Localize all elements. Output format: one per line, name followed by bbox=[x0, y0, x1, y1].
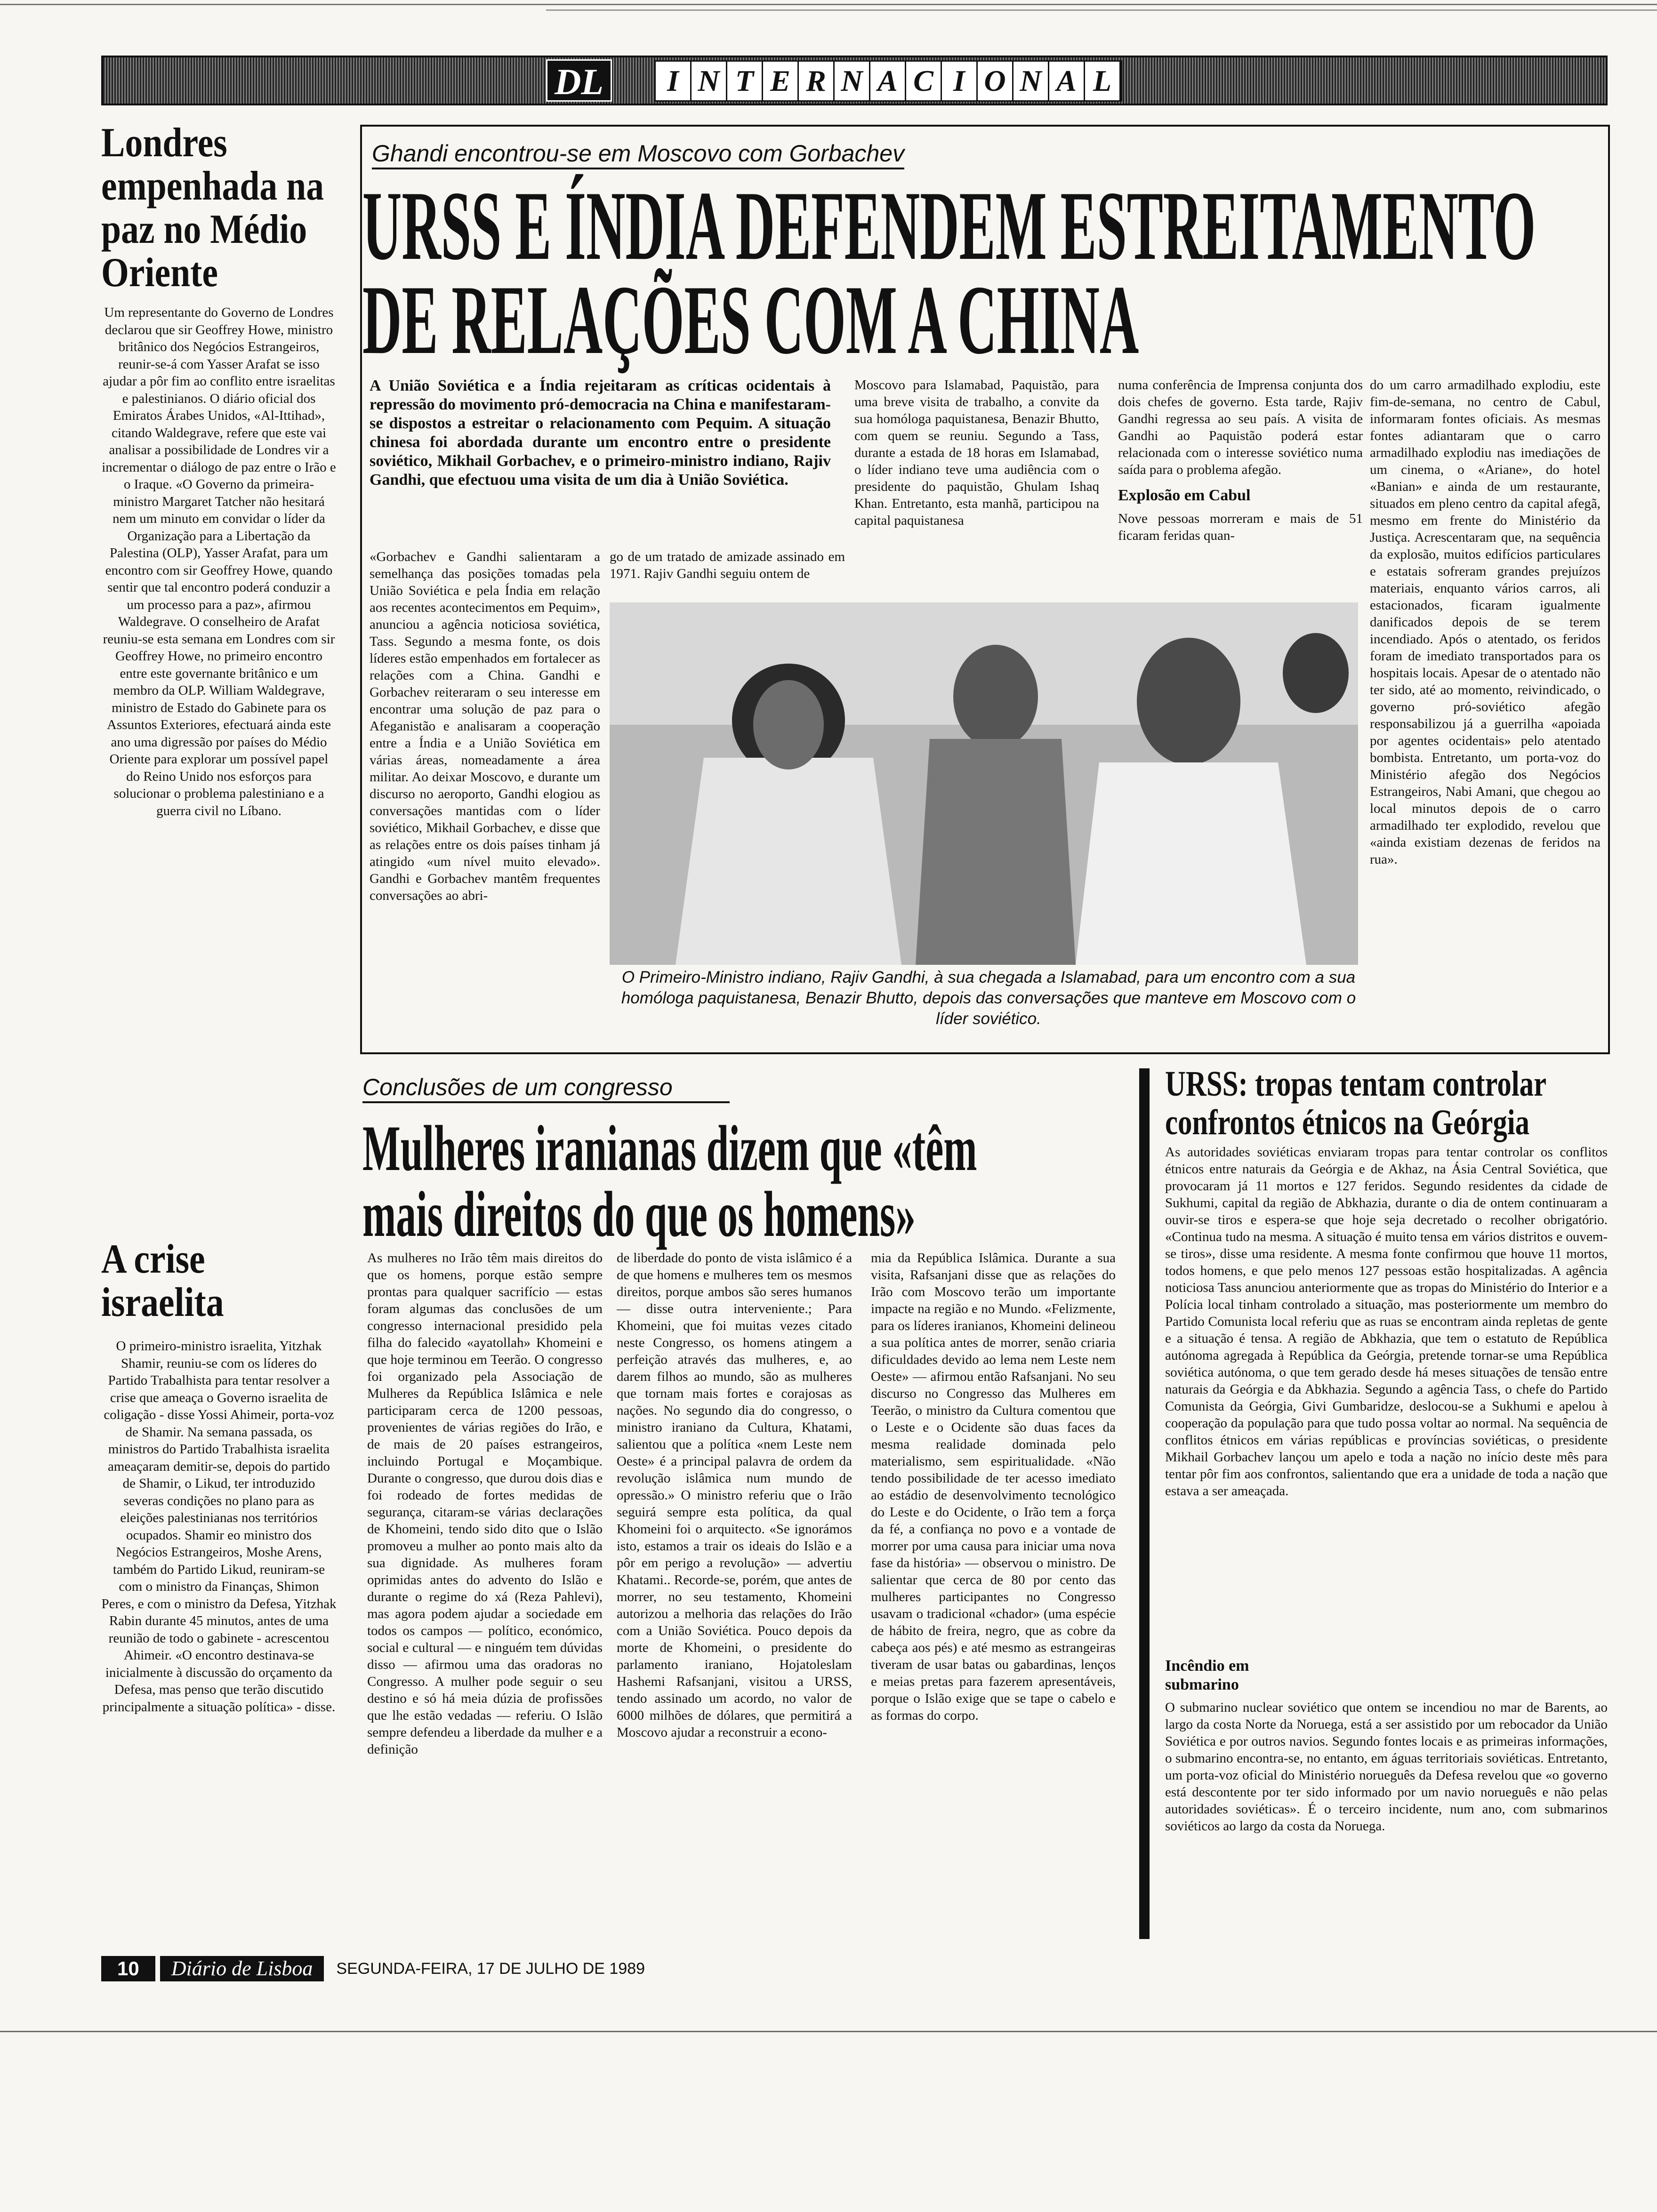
sidebar-london bbox=[101, 121, 337, 819]
section-letter: I bbox=[942, 62, 978, 100]
israel-body: O primeiro-ministro israelita, Yitzhak Shamir, reuniu-se com os líderes do Partido Trabalhista para tentar resolver a crise que ameaça o Governo israelita de coligação - disse Yossi Ahimeir, porta-voz de Shamir. Na semana passada, os ministros do Partido Trabalhista israelita ameaçaram demitir-se, depois do partido de Shamir, o Likud, ter introduzido severas condições no plano para as eleições palestinianas nos territórios ocupados. Shamir eo ministro dos Negócios Estrangeiros, Moshe Arens, também do Partido Likud, reuniram-se com o ministro da Finanças, Shimon Peres, e com o ministro da Defesa, Yitzhak Rabin durante 45 minutos, antes de uma reunião de todo o gabinete - acrescentou Ahimeir. «O encontro destinava-se inicialmente à discussão do orçamento da Defesa, mas penso que terão discutido principalmente a situação política» - disse. bbox=[101, 1338, 337, 1715]
column-rule bbox=[1139, 1068, 1150, 1939]
india-col-3: Moscovo para Islamabad, Paquistão, para uma breve visita de trabalho, a convite da sua homóloga paquistanesa, Benazir Bhutto, com quem se reuniu. Segundo a Tass, durante a estada de 18 horas em Islamabad, o líder indiano teve uma audiência com o presidente do paquistão, Ghulam Ishaq Khan. Entretanto, esta manhã, participou na capital paquistanesa bbox=[854, 377, 1099, 528]
scan-edge bbox=[0, 2031, 1657, 2032]
page-number: 10 bbox=[101, 1956, 155, 1981]
georgia-body: As autoridades soviéticas enviaram tropas para tentar controlar os conflitos étnicos entre naturais da Geórgia e de Akhaz, na Ásia Central Soviética, que provocaram já 11 mortos e 127 feridos. Segundo residentes da cidade de Sukhumi, capital da região de Abkhazia, durante o dia de ontem continuaram a ouvir-se tiros e espera-se que hoje seja decretado o recolher obrigatório. «Continua tudo na mesma. A situação é muito tensa em vários distritos e ouvem-se tiros», disse uma residente. A mesma fonte confirmou que houve 11 mortos, todos homens, e que pelo menos 127 pessoas estão hospitalizadas. A agência noticiosa Tass anunciou anteriormente que as tropas do Ministério do Interior e a Polícia local tinham controlado a situação, mas posteriormente um membro do Partido Comunista local referiu que as ruas se encontram ainda repletas de gente e a situação é tensa. A região de Abkhazia, que tem o estatuto de República autónoma agregada à República da Geórgia, pretende tornar-se uma República soviética autónoma, o que tem gerado desde há meses situações de tensão entre naturais da Geórgia e da Abkhazia. Segundo a agência Tass, o chefe do Partido Comunista da Geórgia, Givi Gumbaridze, deslocou-se a Sukhumi e apelou à cooperação da população para que tudo possa voltar ao normal. Na sequência de conflitos étnicos em várias repúblicas e províncias soviéticas, o presidente Mikhail Gorbachev lançou um apelo e toda a nação no início deste mês para tentar pôr fim aos confrontos, salientando que era a unidade de toda a nação que estava a ser ameaçada. bbox=[1165, 1145, 1608, 1499]
india-col-4-text: numa conferência de Imprensa conjunta dos dois chefes de governo. Esta tarde, Rajiv Gandhi regressa ao seu país. A visita de Gandhi ao Paquistão poderá estar relacionada com o interesse soviético numa saída para o problema afegão. bbox=[1118, 377, 1363, 477]
london-headline: Londres empenhada na paz no Médio Oriente bbox=[101, 120, 324, 296]
section-letter: O bbox=[978, 62, 1014, 100]
iran-col-2: de liberdade do ponto de vista islâmico é a de que homens e mulheres tem os mesmos direitos, porque ambos são seres humanos — disse outra interveniente.; Para Khomeini, que foi muitas vezes citado neste Congresso, os homens atingem a perfeição através das mulheres, e, ao darem filhos ao mundo, são as mulheres que tornam mais fortes e corajosas as nações. No segundo dia do congresso, o ministro iraniano da Cultura, Khatami, salientou que a política «nem Leste nem Oeste» é a principal palavra de ordem da revolução islâmica num mundo de opressão.» O ministro referiu que o Irão seguirá sempre esta política, da qual Khomeini foi o arquitecto. «Se ignorámos isto, estamos a trair os ideais do Islão e a pôr em perigo a revolução» — advertiu Khatami.. Recorde-se, porém, que antes de morrer, no seu testamento, Khomeini autorizou a melhoria das relações do Irão com a União Soviética. Pouco depois da morte de Khomeini, o presidente do parlamento iraniano, Hojatoleslam Hashemi Rafsanjani, visitou a URSS, tendo assinado um acordo, no valor de 6000 milhões de dólares, que permitirá a Moscovo ajudar a reconstruir a econo- bbox=[617, 1250, 852, 1740]
scan-edge bbox=[546, 9, 1657, 11]
india-headline-2: DE RELAÇÕES COM A CHINA bbox=[362, 265, 1139, 375]
india-headline-1: URSS E ÍNDIA DEFENDEM ESTREITAMENTO bbox=[362, 171, 1536, 281]
gandhi-bhutto-photo bbox=[610, 602, 1358, 965]
india-col-4 bbox=[1118, 377, 1363, 593]
london-body: Um representante do Governo de Londres declarou que sir Geoffrey Howe, ministro britânico dos Negócios Estrangeiros, reunir-se-á com Yasser Arafat se isso ajudar a pôr fim ao conflito entre israelitas e palestinianos. O diário oficial dos Emiratos Árabes Unidos, «Al-Ittihad», citando Waldegrave, refere que este vai analisar a possibilidade de Londres vir a incrementar o diálogo de paz entre o Irão e o Iraque. «O Governo da primeira-ministro Margaret Tatcher não hesitará nem um minuto em convidar o líder da Organização para a Libertação da Palestina (OLP), Yasser Arafat, para um encontro com sir Geoffrey Howe, quando sentir que tal encontro poderá conduzir a um processo para a paz», afirmou Waldegrave. O conselheiro de Arafat reuniu-se esta semana em Londres com sir Geoffrey Howe, no primeiro encontro entre este governante britânico e um membro da OLP. William Waldegrave, ministro de Estado do Gabinete para os Assuntos Exteriores, efectuará ainda este ano uma digressão por países do Médio Oriente para explorar um possível papel do Reino Unido nos esforços para solucionar o problema palestiniano e a guerra civil no Líbano. bbox=[102, 305, 336, 818]
india-col-1: «Gorbachev e Gandhi salientaram a semelhança das posições tomadas pela União Soviética e pela Índia em relação aos recentes acontecimentos em Pequim», anunciou a agência noticiosa soviética, Tass. Segundo a mesma fonte, os dois líderes estão empenhados em fortalecer as relações com a China. Gandhi e Gorbachev reiteraram o seu interesse em encontrar uma solução de paz para o Afeganistão e analisaram a cooperação entre a Índia e a União Soviética em várias áreas, nomeadamente a área militar. Ao deixar Moscovo, e durante um discurso no aeroporto, Gandhi elogiou as conversações mantidas com o líder soviético, Mikhail Gorbachev, e disse que as relações entre os dois países tinham já atingido «um nível muito elevado». Gandhi e Gorbachev mantêm frequentes conversações ao abri- bbox=[370, 549, 600, 903]
photo-illustration bbox=[610, 602, 1358, 965]
iran-headline-1: Mulheres iranianas dizem que «têm bbox=[362, 1112, 977, 1184]
section-letter: N bbox=[1014, 62, 1049, 100]
submarine-subhead: Incêndio em submarino bbox=[1165, 1657, 1249, 1693]
iran-col-3: mia da República Islâmica. Durante a sua visita, Rafsanjani disse que as relações do Irão com Moscovo terão um importante impacte na região e no Mundo. «Felizmente, para os líderes iranianos, Khomeini delineou a sua política antes de morrer, senão criaria dificuldades devido ao lema nem Leste nem Oeste» — afirmou então Rafsanjani. No seu discurso no Congresso das Mulheres em Teerão, o ministro da Cultura comentou que o Leste e o Ocidente são duas faces da mesma realidade dominada pelo materialismo, sem espiritualidade. «Não tendo possibilidade de ter acesso imediato ao estádio de desenvolvimento tecnológico do Leste e do Ocidente, o Irão tem a força da fé, a confiança no povo e a vontade de morrer por uma causa para iniciar uma nova fase da história» — observou o ministro. De salientar que cerca de 80 por cento das mulheres participantes no Congresso usavam o tradicional «chador» (uma espécie de hábito de freira, negro, que as cobre da cabeça aos pés) e até mesmo as estrangeiras tiveram de usar batas ou gabardinas, lenços e meias pretas para fazerem apresentáveis, porque o Islão exige que se tape o cabelo e as formas do corpo. bbox=[871, 1250, 1116, 1723]
footer-date: SEGUNDA-FEIRA, 17 DE JULHO DE 1989 bbox=[336, 1960, 645, 1978]
india-col-5: do um carro armadilhado explodiu, este fim-de-semana, no centro de Cabul, informaram fontes oficiais. As mesmas fontes adiantaram que o carro armadilhado explodiu nas imediações de um cinema, o «Ariane», do hotel «Banian» e ainda de um restaurante, situados em pleno centro da capital afegã, mesmo em frente do Ministério da Justiça. Acrescentaram que, na sequência da explosão, muitos edifícios particulares e estatais sofreram grandes prejuízos materiais, enquanto vários carros, ali estacionados, ficaram igualmente danificados depois de se terem incendiado. Após o atentado, os feridos foram de imediato transportados para os hospitais locais. Apesar de o atentado não ter sido, até ao momento, reivindicado, o governo pró-soviético afegão responsabilizou já a guerrilha «apoiada por agentes ocidentais» pelo atentado bombista. Entretanto, um porta-voz do Ministério afegão dos Negócios Estrangeiros, Nabi Amani, que chegou ao local minutos depois de o carro armadilhado ter explodido, revelou que «ainda existiam dezenas de feridos na rua». bbox=[1370, 377, 1601, 867]
sidebar-israel bbox=[101, 1238, 337, 1715]
section-letter: A bbox=[1049, 62, 1085, 100]
iran-col-1: As mulheres no Irão têm mais direitos do que os homens, porque estão sempre prontas para qualquer sacrifício — estas foram algumas das conclusões de um congresso internacional presidido pela filha do falecido «ayatollah» Khomeini e que hoje terminou em Teerão. O congresso foi organizado pela Associação de Mulheres da República Islâmica e nele participaram cerca de 1200 pessoas, provenientes de várias regiões do Irão, e de mais de 20 países estrangeiros, incluindo Portugal e Moçambique. Durante o congresso, que durou dois dias e foi rodeado de fortes medidas de segurança, citaram-se várias declarações de Khomeini, tendo sido dito que o Islão promoveu a mulher ao ponto mais alto da sua dignidade. As mulheres foram oprimidas antes do advento do Islão e durante o regime do xá (Reza Pahlevi), mas agora podem ajudar a sociedade em todos os campos — político, económico, social e cultural — e ninguém tem dúvidas disso — afirmou uma das oradoras no Congresso. A mulher pode seguir o seu destino e só há meia dúzia de profissões que lhe estão vedadas — referiu. O Islão sempre defendeu a liberdade da mulher e a definição bbox=[367, 1250, 603, 1757]
submarine-body: O submarino nuclear soviético que ontem se incendiou no mar de Barents, ao largo da costa Norte da Noruega, está a ser assistido por um rebocador da União Soviética e por outros navios. Segundo fontes locais e as primeiras informações, o submarino encontra-se, no entanto, em águas territoriais soviéticas. Entretanto, um porta-voz oficial do Ministério norueguês da Defesa revelou que «o governo está descontente por ter sido informado por um navio norueguês e não pelas autoridades soviéticas». É o terceiro incidente, num ano, com submarinos soviéticos ao largo da costa da Noruega. bbox=[1165, 1700, 1608, 1834]
section-letter: L bbox=[1085, 62, 1121, 100]
section-letter: T bbox=[727, 62, 763, 100]
india-kicker: Ghandi encontrou-se em Moscovo com Gorbachev bbox=[372, 139, 904, 169]
iran-kicker: Conclusões de um congresso bbox=[362, 1073, 730, 1103]
section-letter: C bbox=[906, 62, 942, 100]
section-letter: N bbox=[835, 62, 870, 100]
footer bbox=[101, 1956, 1513, 1981]
section-letter: E bbox=[763, 62, 799, 100]
section-letter: I bbox=[656, 62, 692, 100]
scan-edge bbox=[0, 4, 1657, 5]
section-letter: R bbox=[799, 62, 835, 100]
logo: DL bbox=[546, 59, 612, 102]
masthead-logo: Diário de Lisboa bbox=[160, 1956, 324, 1981]
india-lead: A União Soviética e a Índia rejeitaram as críticas ocidentais à repressão do movimento pró-democracia na China e manifestaram-se dispostos a estreitar o relacionamento com Pequim. A situação chinesa foi abordada durante um encontro entre o presidente soviético, Mikhail Gorbachev, e o primeiro-ministro indiano, Rajiv Gandhi, que efectuou uma visita de um dia à União Soviética. bbox=[370, 377, 831, 489]
india-col-2: go de um tratado de amizade assinado em 1971. Rajiv Gandhi seguiu ontem de bbox=[610, 549, 845, 581]
georgia-headline: URSS: tropas tentam controlar confrontos étnicos na Geórgia bbox=[1165, 1064, 1546, 1142]
explosao-subhead: Explosão em Cabul bbox=[1118, 487, 1251, 504]
iran-headline-2: mais direitos do que os homens» bbox=[362, 1178, 916, 1250]
section-title bbox=[654, 60, 1122, 102]
section-letter: A bbox=[870, 62, 906, 100]
photo-caption: O Primeiro-Ministro indiano, Rajiv Gandhi, à sua chegada a Islamabad, para um encontro com a sua homóloga paquistanesa, Benazir Bhutto, depois das conversações que manteve em Moscovo com o líder soviético. bbox=[621, 968, 1356, 1028]
india-col-4b-text: Nove pessoas morreram e mais de 51 ficaram feridas quan- bbox=[1118, 511, 1363, 543]
israel-headline: A crise israelita bbox=[101, 1236, 224, 1325]
section-letter: N bbox=[692, 62, 727, 100]
